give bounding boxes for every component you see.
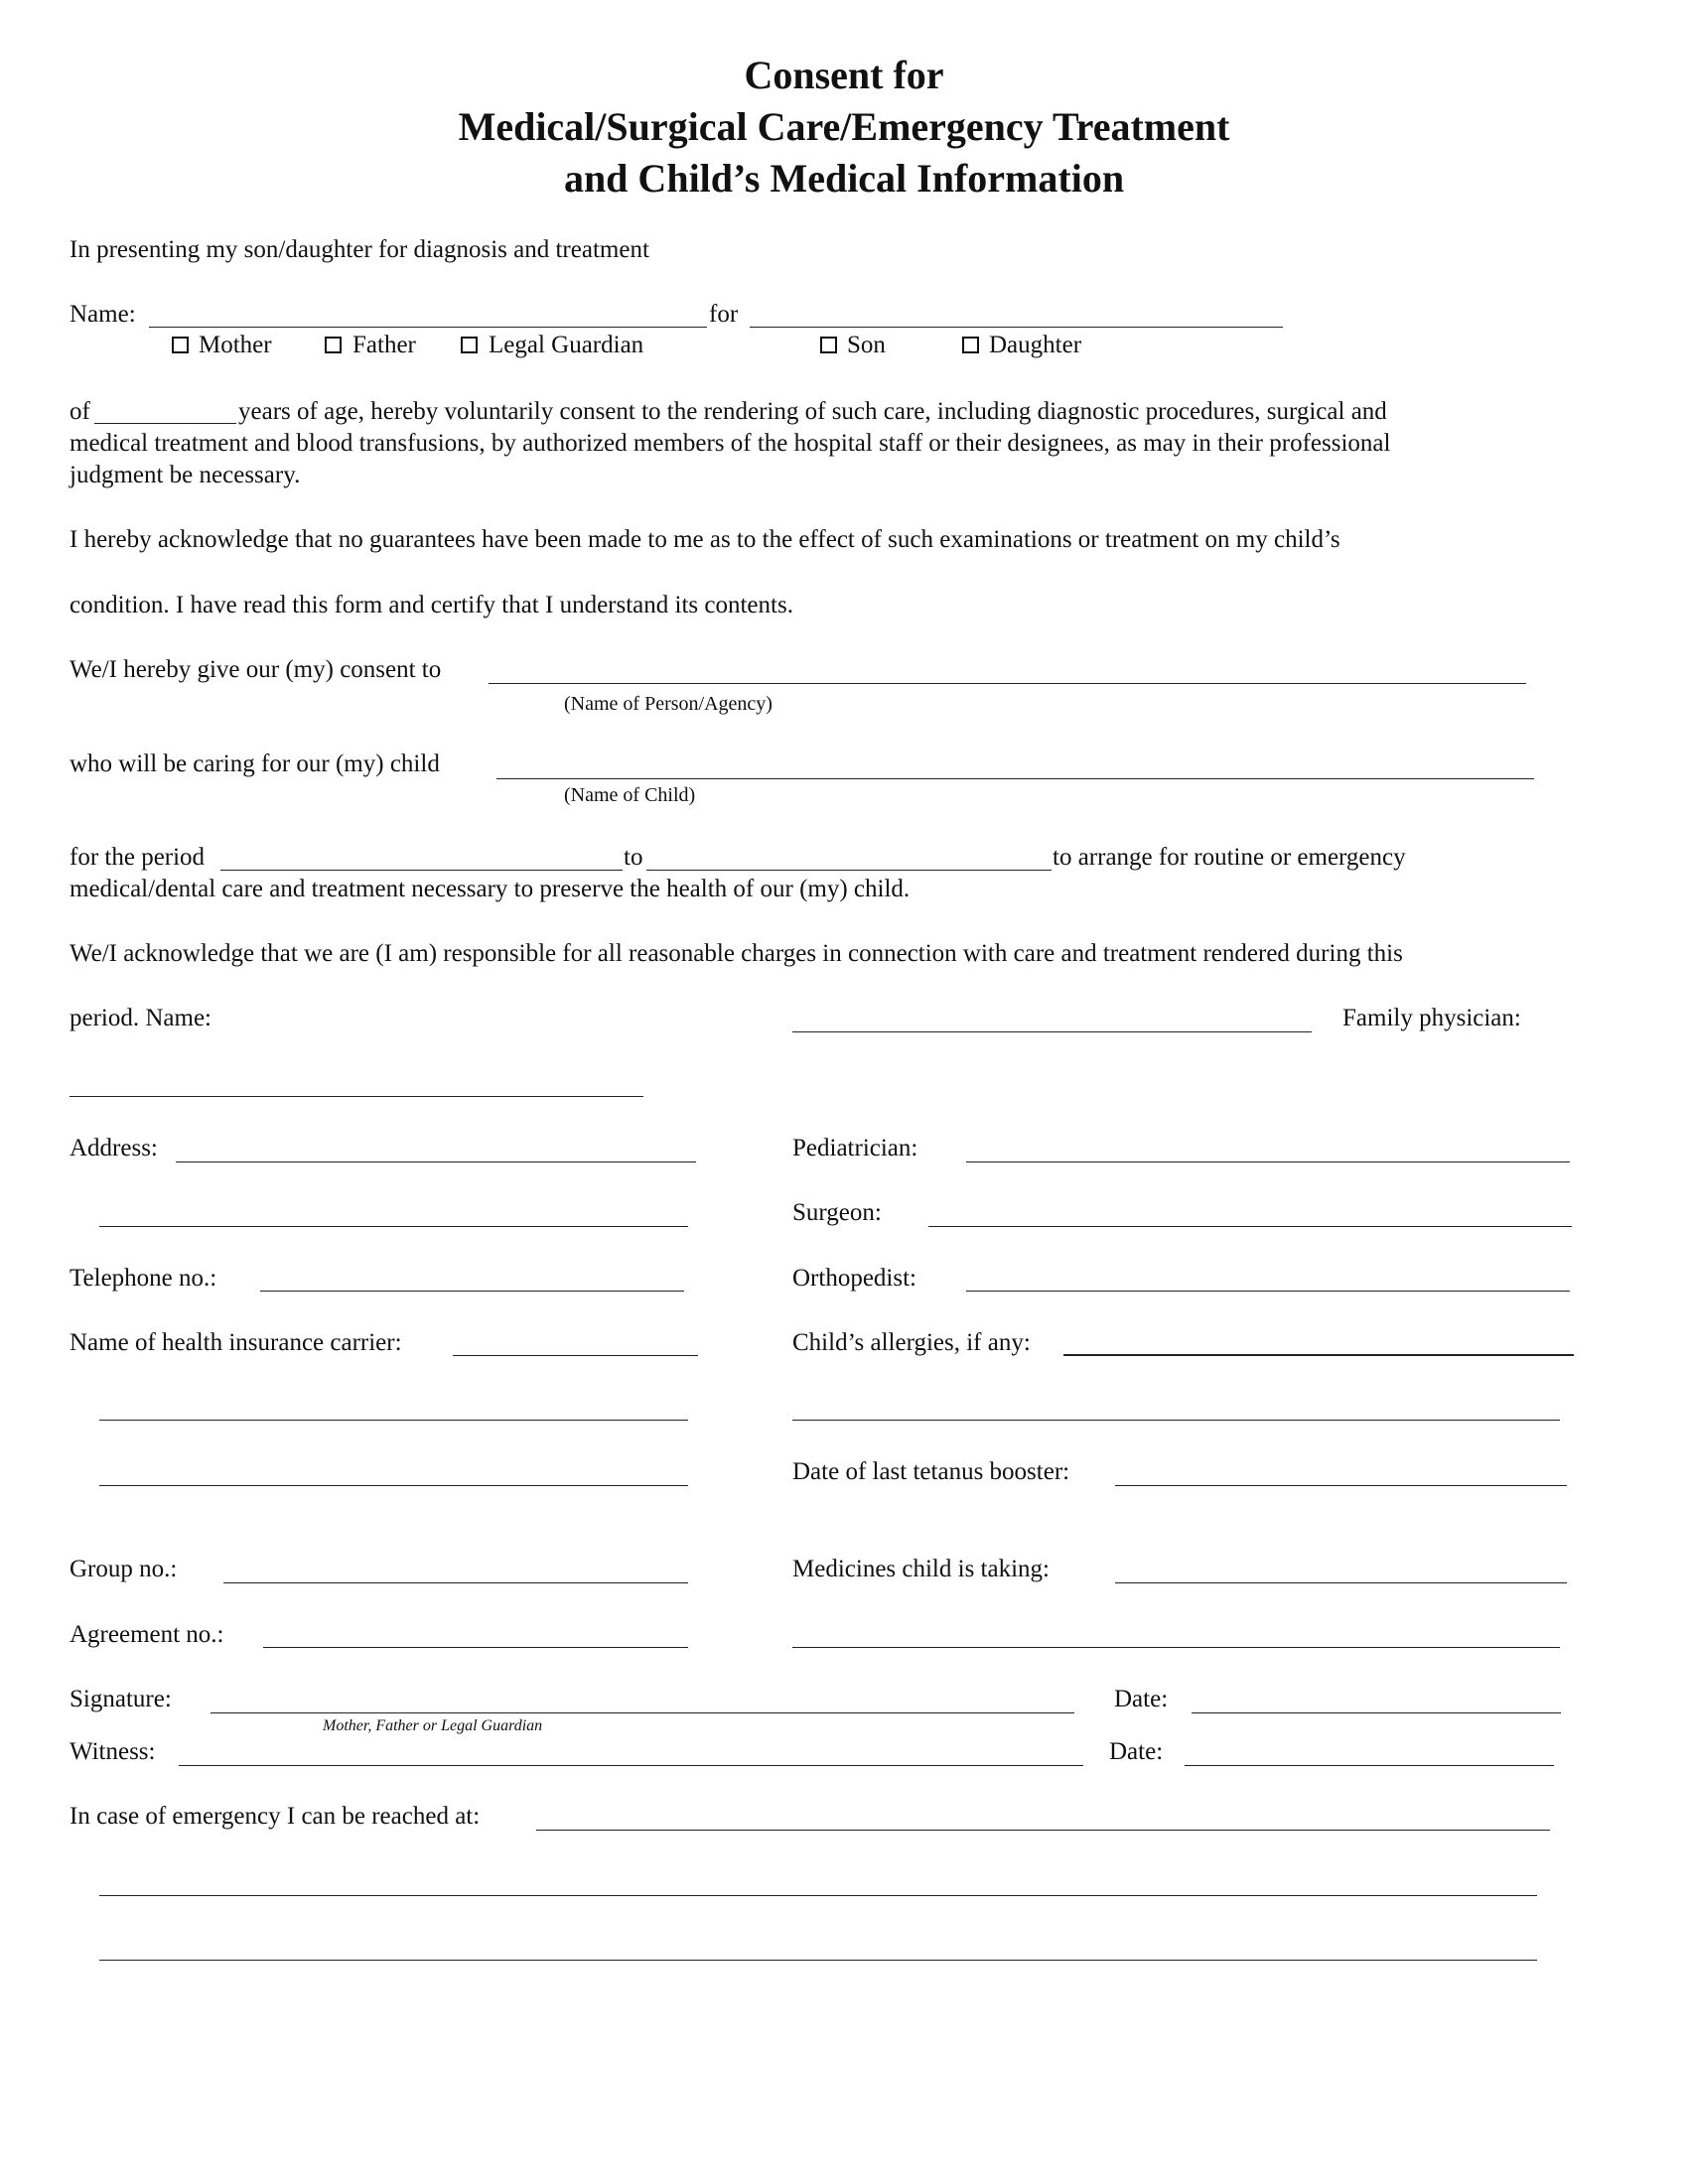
medicines-field-2[interactable] bbox=[792, 1647, 1560, 1648]
mother-option-label: Mother bbox=[199, 332, 272, 358]
consent-to-label: We/I hereby give our (my) consent to bbox=[70, 656, 442, 683]
orthopedist-label: Orthopedist: bbox=[792, 1265, 916, 1292]
emergency-label: In case of emergency I can be reached at: bbox=[70, 1803, 481, 1830]
caring-label: who will be caring for our (my) child bbox=[70, 751, 440, 777]
consent-para-line-1: years of age, hereby voluntarily consent to the rendering of such care, including diagnostic procedures, surgical and bbox=[238, 398, 1387, 425]
pediatrician-field[interactable] bbox=[966, 1161, 1570, 1162]
emergency-contact-field-2[interactable] bbox=[99, 1895, 1537, 1896]
signature-label: Signature: bbox=[70, 1686, 172, 1712]
son-option-label: Son bbox=[847, 332, 886, 358]
intro-text: In presenting my son/daughter for diagnosis and treatment bbox=[70, 236, 649, 263]
address-field-1[interactable] bbox=[176, 1161, 696, 1162]
responsible-name-field[interactable] bbox=[792, 1031, 1312, 1032]
address-field-2[interactable] bbox=[99, 1226, 688, 1227]
period-line-2: medical/dental care and treatment necessary to preserve the health of our (my) child. bbox=[70, 876, 911, 902]
medicines-label: Medicines child is taking: bbox=[792, 1556, 1050, 1582]
charges-line-1: We/I acknowledge that we are (I am) responsible for all reasonable charges in connection with care and treatment rendered during this bbox=[70, 940, 1403, 967]
signature-date-label: Date: bbox=[1114, 1686, 1169, 1712]
period-end-field[interactable] bbox=[646, 870, 1052, 871]
child-name-field[interactable] bbox=[750, 327, 1283, 328]
group-number-field[interactable] bbox=[223, 1582, 688, 1583]
emergency-contact-field-1[interactable] bbox=[536, 1830, 1550, 1831]
insurance-label: Name of health insurance carrier: bbox=[70, 1329, 402, 1356]
insurance-carrier-field[interactable] bbox=[453, 1355, 698, 1356]
father-checkbox[interactable] bbox=[325, 337, 342, 353]
allergies-field-1[interactable] bbox=[1063, 1354, 1574, 1356]
for-label: for bbox=[709, 301, 739, 328]
form-title-line-2: Medical/Surgical Care/Emergency Treatment bbox=[458, 104, 1230, 149]
father-option-label: Father bbox=[352, 332, 416, 358]
acknowledge-line-1: I hereby acknowledge that no guarantees have been made to me as to the effect of such examinations or treatment on my child’s bbox=[70, 526, 1340, 553]
consent-para-line-2: medical treatment and blood transfusions, by authorized members of the hospital staff or their designees, as may in their professional bbox=[70, 430, 1391, 457]
person-agency-caption: (Name of Person/Agency) bbox=[564, 693, 773, 715]
surgeon-field[interactable] bbox=[928, 1226, 1572, 1227]
emergency-contact-field-3[interactable] bbox=[99, 1960, 1537, 1961]
period-start-field[interactable] bbox=[220, 870, 623, 871]
address-label: Address: bbox=[70, 1135, 158, 1161]
signature-caption: Mother, Father or Legal Guardian bbox=[323, 1717, 543, 1734]
mother-checkbox[interactable] bbox=[172, 337, 189, 353]
signature-date-field[interactable] bbox=[1192, 1712, 1561, 1713]
agreement-number-field[interactable] bbox=[263, 1647, 688, 1648]
tetanus-date-field[interactable] bbox=[1115, 1485, 1567, 1486]
family-physician-field[interactable] bbox=[70, 1096, 643, 1097]
period-label: for the period bbox=[70, 844, 206, 871]
orthopedist-field[interactable] bbox=[966, 1291, 1570, 1292]
family-physician-label: Family physician: bbox=[1342, 1005, 1521, 1031]
pediatrician-label: Pediatrician: bbox=[792, 1135, 918, 1161]
son-checkbox[interactable] bbox=[820, 337, 837, 353]
allergies-field-2[interactable] bbox=[792, 1420, 1560, 1421]
tetanus-label: Date of last tetanus booster: bbox=[792, 1458, 1070, 1485]
period-to-label: to bbox=[624, 844, 643, 871]
witness-label: Witness: bbox=[70, 1738, 156, 1765]
consent-of-label: of bbox=[70, 398, 90, 425]
consent-para-line-3: judgment be necessary. bbox=[70, 462, 301, 488]
form-title-line-3: and Child’s Medical Information bbox=[563, 156, 1125, 201]
charges-line-2: period. Name: bbox=[70, 1005, 212, 1031]
witness-field[interactable] bbox=[179, 1765, 1083, 1766]
daughter-option-label: Daughter bbox=[989, 332, 1082, 358]
period-rest-text: to arrange for routine or emergency bbox=[1053, 844, 1406, 871]
medicines-field-1[interactable] bbox=[1115, 1582, 1567, 1583]
allergies-label: Child’s allergies, if any: bbox=[792, 1329, 1031, 1356]
insurance-field-3[interactable] bbox=[99, 1485, 688, 1486]
telephone-label: Telephone no.: bbox=[70, 1265, 217, 1292]
witness-date-label: Date: bbox=[1109, 1738, 1164, 1765]
daughter-checkbox[interactable] bbox=[962, 337, 979, 353]
child-age-field[interactable] bbox=[94, 423, 236, 424]
telephone-field[interactable] bbox=[260, 1291, 684, 1292]
acknowledge-line-2: condition. I have read this form and certify that I understand its contents. bbox=[70, 592, 793, 618]
name-label: Name: bbox=[70, 301, 136, 328]
person-agency-field[interactable] bbox=[489, 683, 1526, 684]
group-label: Group no.: bbox=[70, 1556, 178, 1582]
legal-guardian-checkbox[interactable] bbox=[461, 337, 478, 353]
child-name-caption: (Name of Child) bbox=[564, 784, 696, 806]
parent-name-field[interactable] bbox=[149, 327, 707, 328]
signature-field[interactable] bbox=[211, 1712, 1074, 1713]
witness-date-field[interactable] bbox=[1185, 1765, 1554, 1766]
surgeon-label: Surgeon: bbox=[792, 1199, 882, 1226]
child-of-care-field[interactable] bbox=[496, 778, 1534, 779]
legal-guardian-option-label: Legal Guardian bbox=[489, 332, 644, 358]
agreement-label: Agreement no.: bbox=[70, 1621, 224, 1648]
form-title-line-1: Consent for bbox=[744, 53, 944, 97]
insurance-field-2[interactable] bbox=[99, 1420, 688, 1421]
